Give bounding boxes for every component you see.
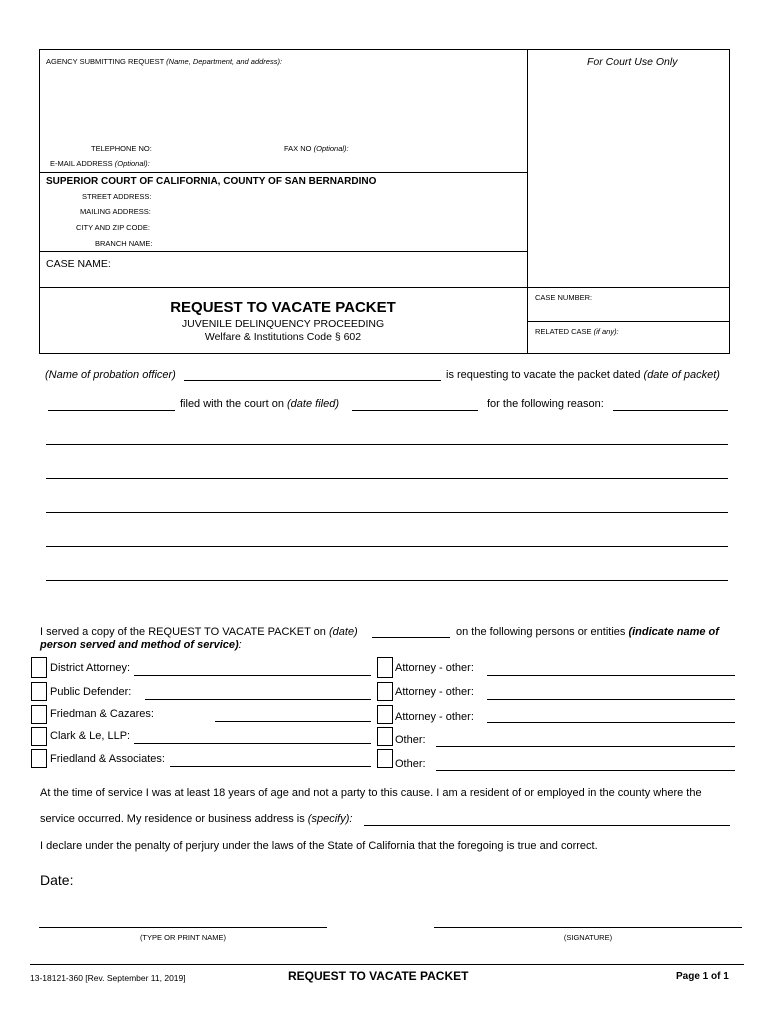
service-date-field[interactable] — [372, 637, 450, 638]
footer-form-number: 13-18121-360 [Rev. September 11, 2019] — [30, 973, 186, 983]
field-attorney-other-1[interactable] — [487, 675, 735, 676]
branch-name-label: BRANCH NAME: — [95, 239, 153, 248]
packet-date-field[interactable] — [48, 410, 175, 411]
reason-field-0[interactable] — [613, 410, 728, 411]
reason-field-4[interactable] — [46, 546, 728, 547]
field-district-attorney[interactable] — [134, 675, 371, 676]
checkbox-other-2[interactable] — [377, 749, 393, 768]
form-subtitle-1: JUVENILE DELINQUENCY PROCEEDING — [181, 318, 385, 330]
checkbox-public-defender[interactable] — [31, 682, 47, 701]
reason-text: for the following reason: — [487, 398, 604, 410]
filed-text: filed with the court on (date filed) — [180, 398, 339, 410]
label-attorney-other-2: Attorney - other: — [395, 686, 474, 698]
city-zip-label: CITY AND ZIP CODE: — [76, 223, 150, 232]
reason-field-5[interactable] — [46, 580, 728, 581]
method-of-service-text: person served and method of service): — [40, 639, 242, 651]
field-clark-le[interactable] — [134, 743, 371, 744]
reason-field-2[interactable] — [46, 478, 728, 479]
label-clark-le: Clark & Le, LLP: — [50, 730, 131, 742]
signature-field[interactable] — [434, 927, 742, 928]
mailing-address-label: MAILING ADDRESS: — [80, 207, 151, 216]
declaration-line-1: At the time of service I was at least 18 years of age and not a party to this cause. I am a resident of or employed in the county where the — [40, 787, 702, 799]
checkbox-attorney-other-3[interactable] — [377, 705, 393, 724]
perjury-statement: I declare under the penalty of perjury under the laws of the State of California that the foregoing is true and correct. — [40, 840, 598, 852]
footer-page: Page 1 of 1 — [676, 971, 729, 982]
checkbox-attorney-other-1[interactable] — [377, 657, 393, 678]
header-divider — [527, 49, 528, 354]
telephone-label: TELEPHONE NO: — [91, 144, 152, 153]
date-filed-field[interactable] — [352, 410, 478, 411]
field-friedman-cazares[interactable] — [215, 721, 371, 722]
residence-address-field[interactable] — [364, 825, 730, 826]
print-name-field[interactable] — [39, 927, 327, 928]
field-attorney-other-2[interactable] — [487, 699, 735, 700]
label-public-defender: Public Defender: — [50, 686, 132, 698]
signature-label: (SIGNATURE) — [563, 933, 613, 942]
street-address-label: STREET ADDRESS: — [82, 192, 152, 201]
agency-label: AGENCY SUBMITTING REQUEST (Name, Department, and address): — [46, 57, 283, 66]
served-text: I served a copy of the REQUEST TO VACATE PACKET on (date) — [40, 626, 358, 638]
footer-divider — [30, 964, 744, 965]
form-subtitle-2: Welfare & Institutions Code § 602 — [204, 331, 362, 343]
case-number-label: CASE NUMBER: — [535, 293, 593, 302]
case-name-label: CASE NAME: — [46, 258, 111, 270]
checkbox-friedman-cazares[interactable] — [31, 705, 47, 724]
label-attorney-other-3: Attorney - other: — [395, 711, 474, 723]
footer-title: REQUEST TO VACATE PACKET — [288, 969, 469, 983]
field-friedland-associates[interactable] — [170, 766, 371, 767]
label-friedland-associates: Friedland & Associates: — [50, 753, 165, 765]
field-public-defender[interactable] — [145, 699, 371, 700]
checkbox-attorney-other-2[interactable] — [377, 682, 393, 701]
related-case-label: RELATED CASE (if any): — [535, 327, 619, 336]
label-friedman-cazares: Friedman & Cazares: — [50, 708, 154, 720]
field-attorney-other-3[interactable] — [487, 722, 735, 723]
following-text: on the following persons or entities (indicate name of — [456, 626, 719, 638]
email-label: E-MAIL ADDRESS (Optional): — [50, 159, 150, 168]
checkbox-friedland-associates[interactable] — [31, 749, 47, 768]
court-name: SUPERIOR COURT OF CALIFORNIA, COUNTY OF SAN BERNARDINO — [46, 176, 377, 187]
declaration-line-2: service occurred. My residence or business address is (specify): — [40, 813, 353, 825]
reason-field-3[interactable] — [46, 512, 728, 513]
label-district-attorney: District Attorney: — [50, 662, 131, 674]
print-name-label: (TYPE OR PRINT NAME) — [139, 933, 227, 942]
field-other-2[interactable] — [436, 770, 735, 771]
probation-officer-hint: (Name of probation officer) — [45, 369, 176, 381]
form-title: REQUEST TO VACATE PACKET — [170, 299, 396, 316]
reason-field-1[interactable] — [46, 444, 728, 445]
checkbox-clark-le[interactable] — [31, 727, 47, 746]
court-use-only: For Court Use Only — [587, 56, 678, 68]
requesting-text: is requesting to vacate the packet dated (date of packet) — [446, 369, 720, 381]
date-label: Date: — [40, 872, 74, 888]
field-other-1[interactable] — [436, 746, 735, 747]
label-other-1: Other: — [395, 734, 426, 746]
fax-label: FAX NO (Optional): — [284, 144, 349, 153]
checkbox-other-1[interactable] — [377, 727, 393, 746]
label-other-2: Other: — [395, 758, 426, 770]
checkbox-district-attorney[interactable] — [31, 657, 47, 678]
label-attorney-other-1: Attorney - other: — [395, 662, 474, 674]
probation-officer-field[interactable] — [184, 380, 441, 381]
